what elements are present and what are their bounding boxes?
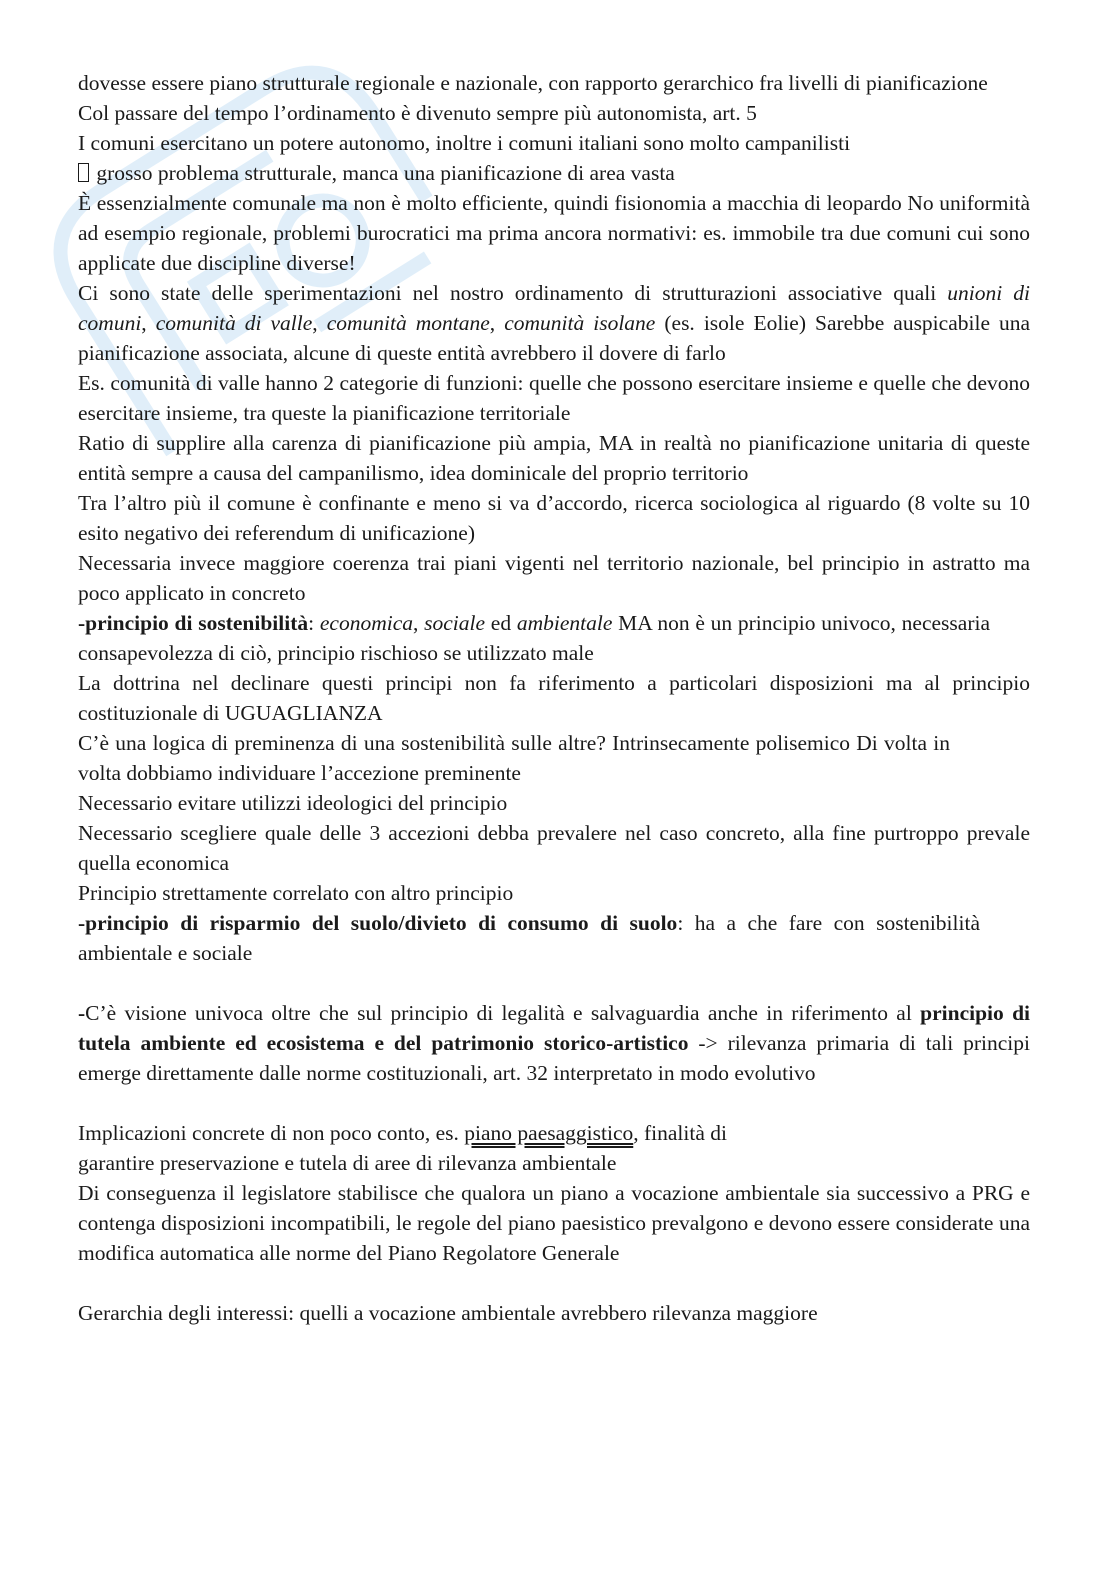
missing-glyph-icon [78, 163, 89, 182]
paragraph: dovesse essere piano strutturale regionale e nazionale, con rapporto gerarchico fra livelli di pianificazione [78, 71, 988, 95]
section-heading: -principio di risparmio del suolo/divieto di consumo di suolo [78, 911, 678, 935]
paragraph-text: C’è visione univoca oltre che sul principio di legalità e salvaguardia anche in riferimento al [85, 1001, 921, 1025]
paragraph-text: , finalità di [633, 1121, 727, 1145]
punct: : [308, 611, 320, 635]
blank-line [78, 1268, 1030, 1298]
paragraph-text: grosso problema strutturale, manca una pianificazione di area vasta [91, 161, 675, 185]
paragraph-text: Ci sono state delle sperimentazioni nel nostro ordinamento di strutturazioni associative quali [78, 281, 948, 305]
paragraph: La dottrina nel declinare questi principi non fa riferimento a particolari disposizioni ma al principio costituzionale di UGUAGLIANZA [78, 671, 1030, 725]
paragraph: C’è una logica di preminenza di una sostenibilità sulle altre? Intrinsecamente polisemico Di volta in volta dobbiamo individuare l’accezione preminente [78, 731, 950, 785]
underlined-term: piano paesaggistico [464, 1121, 634, 1145]
paragraph [78, 908, 1030, 968]
paragraph: Principio strettamente correlato con altro principio [78, 881, 514, 905]
paragraph: Col passare del tempo l’ordinamento è divenuto sempre più autonomista, art. 5 [78, 101, 757, 125]
dash-marker: - [78, 1001, 86, 1025]
paragraph [78, 278, 1030, 368]
paragraph: Necessario evitare utilizzi ideologici del principio [78, 791, 508, 815]
paragraph-text: : ha a che fare con sostenibilità ambientale e sociale [78, 911, 980, 965]
punct: , [413, 611, 425, 635]
paragraph: Necessaria invece maggiore coerenza trai piani vigenti nel territorio nazionale, bel principio in astratto ma poco applicato in concreto [78, 551, 1030, 605]
paragraph: Es. comunità di valle hanno 2 categorie di funzioni: quelle che possono esercitare insieme e quelle che devono esercitare insieme, tra queste la pianificazione territoriale [78, 371, 1030, 425]
paragraph-text: Implicazioni concrete di non poco conto, es. [78, 1121, 465, 1145]
paragraph: garantire preservazione e tutela di aree di rilevanza ambientale [78, 1151, 617, 1175]
paragraph [78, 1118, 1030, 1148]
punct: , [489, 311, 505, 335]
italic-term: economica [319, 611, 413, 635]
paragraph: Tra l’altro più il comune è confinante e meno si va d’accordo, ricerca sociologica al riguardo (8 volte su 10 esito negativo dei referendum di unificazione) [78, 491, 1030, 545]
punct: , [141, 311, 156, 335]
paragraph-text: -> rilevanza primaria di tali principi emerge direttamente dalle norme costituzionali, art. 32 interpretato in modo evolutivo [78, 1031, 1030, 1085]
italic-term: comunità di valle [155, 311, 313, 335]
punct: , [312, 311, 327, 335]
paragraph [78, 158, 1030, 188]
blank-line [78, 1088, 1030, 1118]
paragraph: I comuni esercitano un potere autonomo, inoltre i comuni italiani sono molto campanilisti [78, 131, 851, 155]
paragraph-text: (es. isole Eolie) Sarebbe auspicabile una pianificazione associata, alcune di queste entità avrebbero il dovere di farlo [78, 311, 1031, 365]
italic-term: comunità montane [326, 311, 490, 335]
paragraph-text: MA non è un principio univoco, necessaria consapevolezza di ciò, principio rischioso se utilizzato male [78, 611, 990, 665]
paragraph [78, 608, 1030, 668]
italic-term: comunità isolane [504, 311, 656, 335]
italic-term: sociale [424, 611, 486, 635]
paragraph: Necessario scegliere quale delle 3 accezioni debba prevalere nel caso concreto, alla fine purtroppo prevale quella economica [78, 821, 1030, 875]
paragraph [78, 998, 1030, 1088]
punct: ed [485, 611, 517, 635]
document-body [78, 68, 1030, 1328]
section-heading: -principio di sostenibilità [78, 611, 309, 635]
section-heading: principio di tutela ambiente ed ecosistema e del patrimonio storico-artistico [78, 1001, 1031, 1055]
blank-line [78, 968, 1030, 998]
paragraph: Di conseguenza il legislatore stabilisce che qualora un piano a vocazione ambientale sia successivo a PRG e contenga disposizioni incompatibili, le regole del piano paesistico prevalgono e devono essere considerate una modifica automatica alle norme del Piano Regolatore Generale [78, 1181, 1030, 1265]
paragraph: Ratio di supplire alla carenza di pianificazione più ampia, MA in realtà no pianificazione unitaria di queste entità sempre a causa del campanilismo, idea dominicale del proprio territorio [78, 431, 1030, 485]
italic-term: ambientale [516, 611, 613, 635]
italic-term: unioni di comuni [78, 281, 1030, 335]
paragraph: È essenzialmente comunale ma non è molto efficiente, quindi fisionomia a macchia di leopardo No uniformità ad esempio regionale, problemi burocratici ma prima ancora normativi: es. immobile tra due comuni cui sono applicate due discipline diverse! [78, 191, 1030, 275]
paragraph: Gerarchia degli interessi: quelli a vocazione ambientale avrebbero rilevanza maggiore [78, 1301, 818, 1325]
